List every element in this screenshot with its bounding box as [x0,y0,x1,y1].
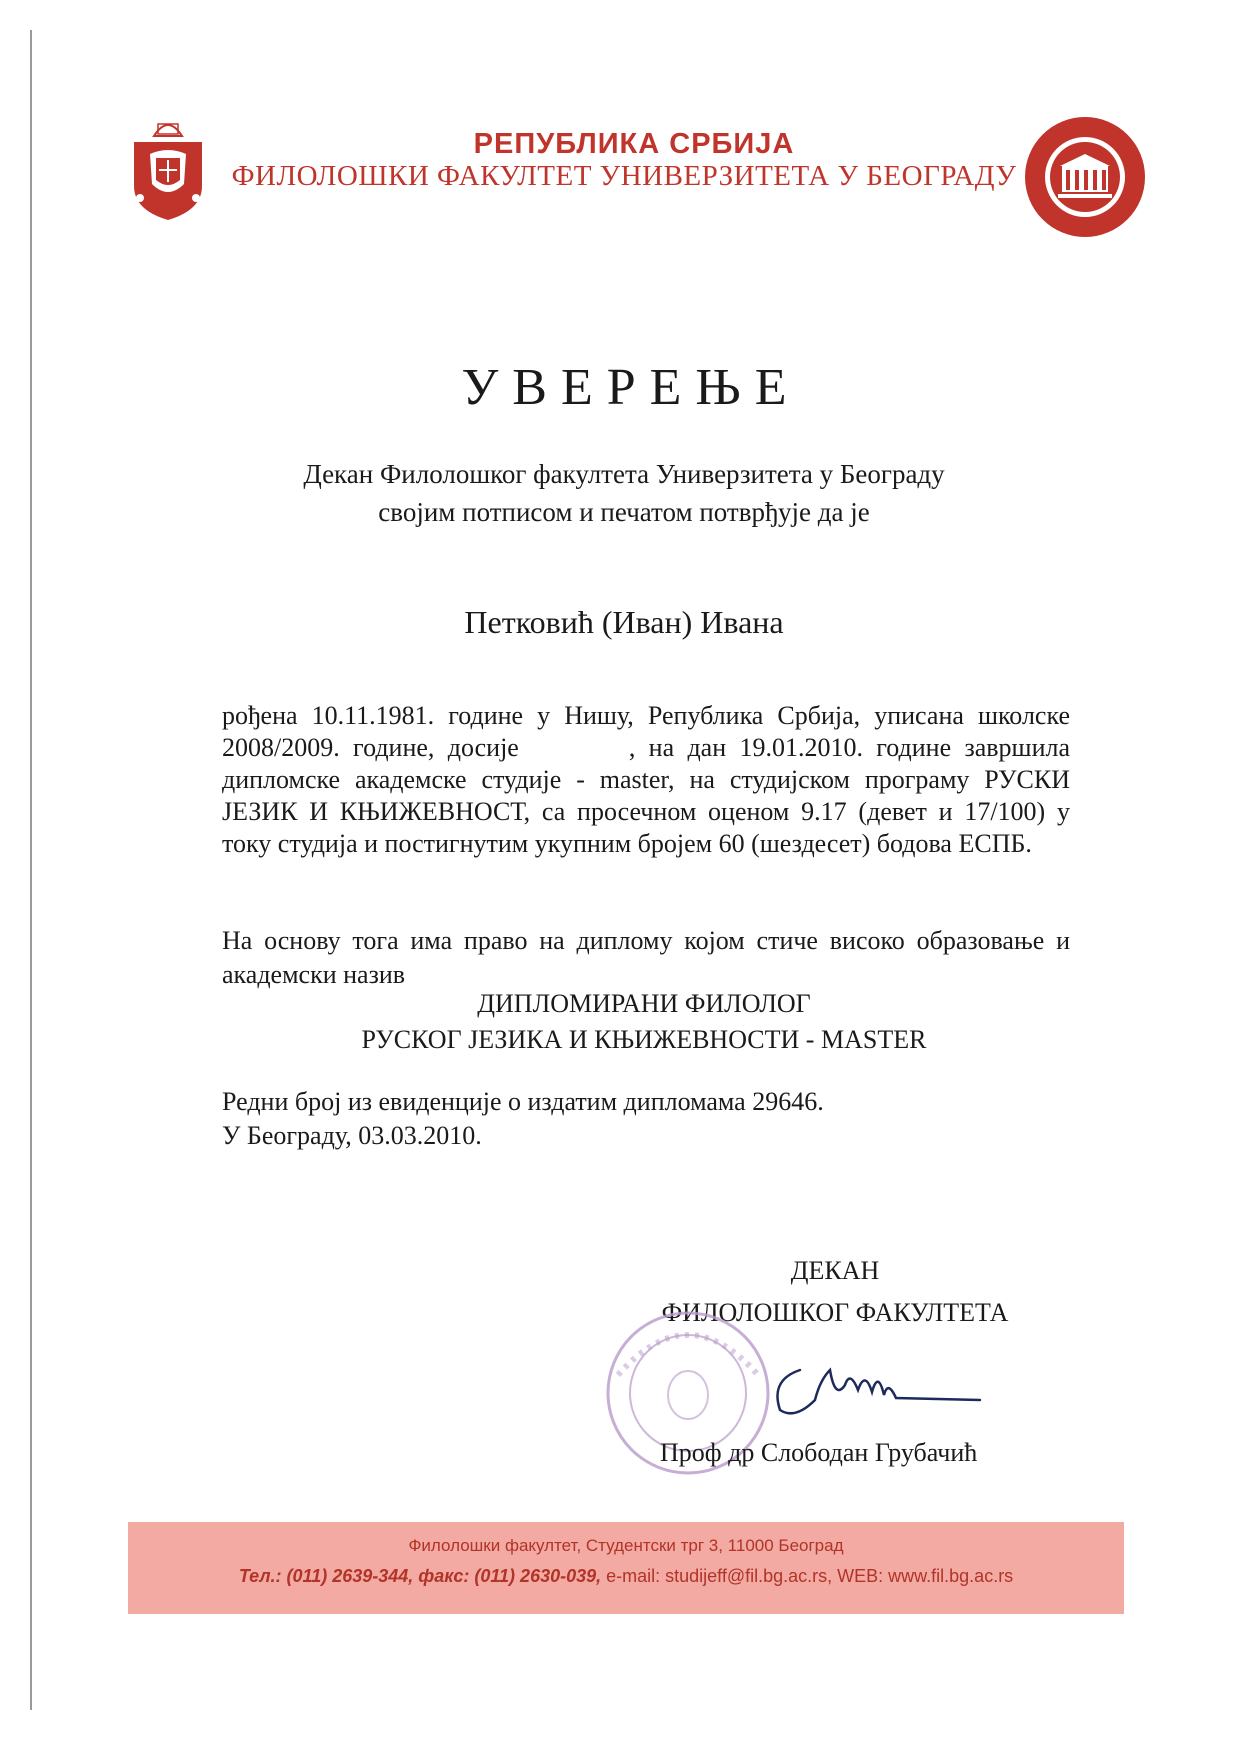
header-republic: РЕПУБЛИКА СРБИЈА [473,128,795,160]
footer-contact-band [128,1522,1124,1614]
document-title: УВЕРЕЊЕ [461,359,801,416]
dean-signature [760,1340,990,1430]
footer-address: Филолошки факултет, Студентски трг 3, 11000 Београд [408,1536,844,1555]
header-faculty: ФИЛОЛОШКИ ФАКУЛТЕТ УНИВЕРЗИТЕТА У БЕОГРАДУ [231,160,1017,192]
registry-number: Редни број из евиденције о издатим дипломама 29646. [222,1087,824,1116]
footer-contacts [128,1566,1124,1587]
intro-line-2: својим потписом и печатом потврђује да је [378,497,870,527]
details-part-2: , на дан 19.01.2010. године завршила дипломске академске студије - master, на студијском програму РУСКИ ЈЕЗИК И КЊИЖЕВНОСТ, са просечном оценом 9.17 (девет и 17/100) у току студија и постигнутим укупним бројем 60 (шездесет) бодова ЕСПБ. [222,733,1070,858]
dean-title-line-2: ФИЛОЛОШКОГ ФАКУЛТЕТА [661,1298,1009,1327]
footer-phone: Тел.: (011) 2639-344, факс: (011) 2630-039, [238,1566,602,1586]
degree-line-1: ДИПЛОМИРАНИ ФИЛОЛОГ [477,989,811,1018]
entitlement-paragraph: На основу тога има право на диплому којом стиче високо образовање и академски назив [222,926,1070,989]
intro-text [0,455,1248,531]
dean-title-line-1: ДЕКАН [790,1256,880,1285]
degree-title [0,986,1248,1058]
signer-name: Проф др Слободан Грубачић [660,1438,978,1467]
details-paragraph [222,700,1070,860]
intro-line-1: Декан Филолошког факултета Универзитета у Београду [303,459,945,489]
place-date: У Београду, 03.03.2010. [222,1121,482,1150]
footer-email-web: e-mail: studijeff@fil.bg.ac.rs, WEB: www.fil.bg.ac.rs [601,1566,1014,1586]
faculty-seal-icon [1022,114,1148,240]
details-part-1: рођена 10.11.1981. године у Нишу, Република Србија, уписана школске 2008/2009. године, досије [222,701,1070,762]
degree-line-2: РУСКОГ ЈЕЗИКА И КЊИЖЕВНОСТИ - MASTER [361,1025,927,1054]
scan-edge-line [30,30,32,1710]
person-name: Петковић (Иван) Ивана [464,604,784,640]
registry-block [222,1085,824,1153]
